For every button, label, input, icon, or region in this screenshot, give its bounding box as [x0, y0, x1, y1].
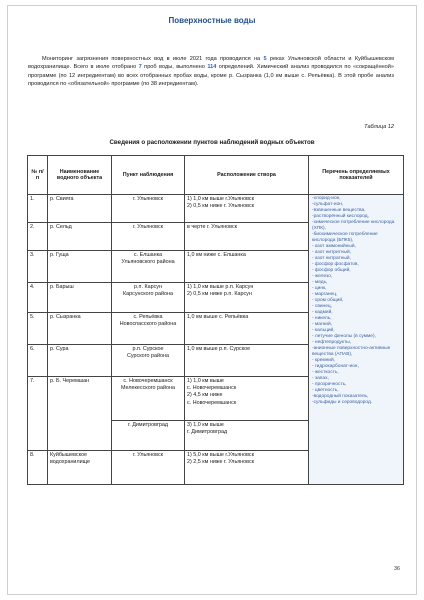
table-title: Сведения о расположении пунктов наблюдений водных объектов — [109, 139, 315, 146]
param-item: -водородный показатель, — [312, 394, 369, 399]
cell-object: р. Барыш — [48, 283, 112, 313]
param-item: -растворённый кислород, — [312, 214, 369, 219]
intro-text-3: проб воды, выполнено — [141, 64, 208, 71]
intro-text-4: определений. Химический анализ проводился по «сокращённой» программе (по 12 ингредиентам) во всех отобранных пробах воды, кроме р. Сызранка (1,0 км выше с. Репьёвка). В этой пробе анализ проводился по «обязательной» программе (по 38 ингредиентам). — [28, 64, 394, 88]
intro-highlight-determinations: 114 — [207, 64, 217, 71]
table-row — [28, 195, 404, 223]
param-item: - азот аммонийный, — [312, 244, 356, 249]
params-list — [309, 195, 403, 406]
param-item: - гидрокарбонат-ион, — [312, 364, 359, 369]
cell-location: 1) 5,0 км выше г.Ульяновск 2) 2,5 км ниже г. Ульяновск — [185, 451, 309, 485]
param-item: - кальций, — [312, 328, 335, 333]
param-item: - цветность, — [312, 388, 339, 393]
cell-num: 4. — [28, 283, 48, 313]
cell-object: р. Свияга — [48, 195, 112, 223]
cell-object: р. Сызранка — [48, 313, 112, 345]
cell-location: в черте г. Ульяновск — [185, 223, 309, 251]
param-item: - кремний, — [312, 358, 336, 363]
param-item: - азот нитритный, — [312, 250, 351, 255]
intro-text-1: Мониторинг загрязнения поверхностных вод в июле 2021 года проводился на — [42, 56, 264, 62]
cell-point: г. Ульяновск — [112, 223, 185, 251]
cell-point: с. Новочеремшанск Мелекесского района — [112, 377, 185, 421]
param-item: - кадмий, — [312, 310, 333, 315]
param-item: -взвешенные вещества, — [312, 208, 366, 213]
param-item: -сульфат-ион, — [312, 202, 344, 207]
cell-num: 1. — [28, 195, 48, 223]
param-item: - хром общий, — [312, 298, 344, 303]
cell-location: 1) 1,0 км выше р.п. Карсун 2) 0,5 км ниже р.п. Карсун — [185, 283, 309, 313]
param-item: - медь, — [312, 280, 328, 285]
header-params: Перечень определяемых показателей — [309, 156, 404, 195]
param-item: - магний, — [312, 322, 332, 327]
cell-location: 1,0 км выше с. Репьёвка — [185, 313, 309, 345]
param-item: - жесткость, — [312, 370, 339, 375]
cell-params — [309, 195, 404, 485]
cell-point: с. Репьёвка Новоспасского района — [112, 313, 185, 345]
intro-highlight-samples: 7 — [138, 64, 142, 71]
param-item: - цинк, — [312, 286, 327, 291]
intro-paragraph — [28, 55, 394, 89]
header-object: Наименование водного объекта — [48, 156, 112, 195]
param-item: -анионные поверхностно-активные вещества (АПАВ), — [312, 346, 391, 357]
cell-location: 1) 1,0 км выше с. Новочеремшанск 2) 4,5 км ниже с. Новочеремшанск — [185, 377, 309, 421]
param-item: - марганец, — [312, 292, 338, 297]
cell-num: 3. — [28, 251, 48, 283]
param-item: - свинец, — [312, 304, 332, 309]
cell-location: 1,0 км выше р.п. Сурское — [185, 345, 309, 377]
cell-object: р. Гуща — [48, 251, 112, 283]
cell-num: 8. — [28, 451, 48, 485]
intro-text-2: реках Ульяновской области и Куйбышевском водохранилище. Всего в июле отобрано — [28, 56, 395, 71]
param-item: -химическое потребление кислорода (ХПК), — [312, 220, 395, 231]
param-item: -сульфиды и сероводород. — [312, 400, 373, 405]
table-body — [28, 195, 404, 485]
cell-object: р. Сельд — [48, 223, 112, 251]
param-item: -биохимическое потребление кислорода (БПК5), — [312, 232, 378, 243]
param-item: - никель, — [312, 316, 332, 321]
cell-point: г. Димитровград — [112, 421, 185, 451]
table-number: Таблица 12 — [364, 124, 394, 130]
table-header-row — [28, 156, 404, 195]
cell-num: 6. — [28, 345, 48, 377]
cell-location: 1,0 км ниже с. Елшанка — [185, 251, 309, 283]
cell-location: 1) 1,0 км выше г.Ульяновск 2) 0,5 км ниже г. Ульяновск — [185, 195, 309, 223]
observation-points-table — [27, 155, 404, 485]
cell-point: г. Ульяновск — [112, 195, 185, 223]
param-item: - железо, — [312, 274, 333, 279]
cell-num: 7. — [28, 377, 48, 451]
param-item: - прозрачность, — [312, 382, 347, 387]
cell-point: р.п. Сурское Сурского района — [112, 345, 185, 377]
cell-num: 5. — [28, 313, 48, 345]
param-item: -хлорид-ион, — [312, 196, 341, 201]
param-item: - фосфор общий, — [312, 268, 351, 273]
header-point: Пункт наблюдения — [112, 156, 185, 195]
cell-object: Куйбышевское водохранилище — [48, 451, 112, 485]
param-item: - запах, — [312, 376, 329, 381]
cell-object: р. Сура — [48, 345, 112, 377]
param-item: - летучие фенолы (в сумме), — [312, 334, 376, 339]
param-item: - азот нитратный, — [312, 256, 351, 261]
header-location: Расположение створа — [185, 156, 309, 195]
page-number: 36 — [394, 566, 400, 572]
page-title: Поверхностные воды — [168, 16, 256, 25]
param-item: - нефтепродукты, — [312, 340, 352, 345]
intro-highlight-rivers: 5 — [263, 56, 267, 62]
cell-point: с. Елшанка Ульяновского района — [112, 251, 185, 283]
cell-point: г. Ульяновск — [112, 451, 185, 485]
cell-point: р.п. Карсун Карсунского района — [112, 283, 185, 313]
cell-num: 2. — [28, 223, 48, 251]
cell-location: 3) 1,0 км выше г. Димитровград — [185, 421, 309, 451]
cell-object: р. Б. Черемшан — [48, 377, 112, 451]
param-item: - фосфор фосфатов, — [312, 262, 359, 267]
header-num: № п/п — [28, 156, 48, 195]
